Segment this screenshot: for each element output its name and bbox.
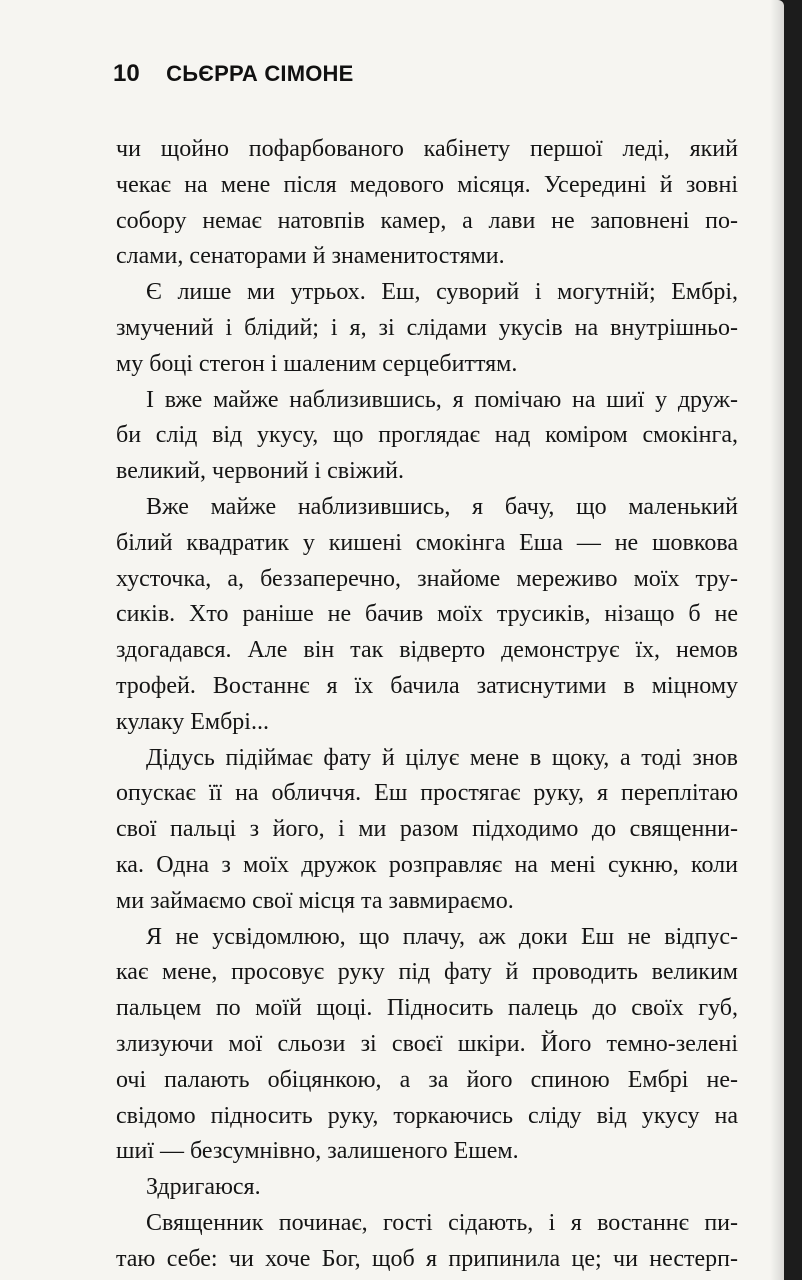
text-line: таю себе: чи хоче Бог, щоб я припинила це; чи нестерп-: [116, 1245, 738, 1272]
page-header: [113, 60, 354, 88]
text-line: кає мене, просовує руку під фату й проводить великим: [116, 959, 738, 986]
text-line: Священник починає, гості сідають, і я востаннє пи-: [146, 1209, 738, 1236]
text-line: Є лише ми утрьох. Еш, суворий і могутній; Ембрі,: [146, 279, 738, 306]
text-line: опускає її на обличчя. Еш простягає руку, я переплітаю: [116, 780, 738, 807]
text-line: му боці стегон і шаленим серцебиттям.: [116, 350, 518, 377]
text-line: здогадався. Але він так відверто демонструє їх, немов: [116, 637, 738, 664]
text-line: злизуючи мої сльози зі своєї шкіри. Його темно-зелені: [116, 1030, 738, 1057]
body-text: [116, 132, 738, 1278]
text-line: свідомо підносить руку, торкаючись сліду від укусу на: [116, 1102, 738, 1129]
text-line: слами, сенаторами й знаменитостями.: [116, 243, 505, 270]
text-line: очі палають обіцянкою, а за його спиною Ембрі не-: [116, 1066, 738, 1093]
text-line: Я не усвідомлюю, що плачу, аж доки Еш не відпус-: [146, 923, 738, 950]
text-line: білий квадратик у кишені смокінга Еша — не шовкова: [116, 529, 738, 556]
text-line: пальцем по моїй щоці. Підносить палець до своїх губ,: [116, 995, 738, 1022]
text-line: Вже майже наблизившись, я бачу, що маленький: [146, 493, 738, 520]
text-line: Здригаюся.: [146, 1174, 261, 1201]
text-line: чекає на мене після медового місяця. Усередині й зовні: [116, 171, 738, 198]
running-head-author: СЬЄРРА СІМОНЕ: [166, 61, 354, 86]
text-line: би слід від укусу, що проглядає над коміром смокінга,: [116, 422, 738, 449]
text-line: кулаку Ембрі...: [116, 708, 269, 735]
page-edge-shadow: [770, 0, 784, 1280]
text-line: чи щойно пофарбованого кабінету першої леді, який: [116, 136, 738, 162]
text-line: шиї — безсумнівно, залишеного Ешем.: [116, 1138, 519, 1165]
text-line: трофей. Востаннє я їх бачила затиснутими в міцному: [116, 672, 738, 699]
text-line: свої пальці з його, і ми разом підходимо до священни-: [116, 816, 738, 843]
text-line: сиків. Хто раніше не бачив моїх трусиків, нізащо б не: [116, 601, 738, 628]
text-line: собору немає натовпів камер, а лави не заповнені по-: [116, 207, 738, 234]
text-line: змучений і блідий; і я, зі слідами укусів на внутрішньо-: [116, 314, 738, 341]
text-line: хусточка, а, беззаперечно, знайоме мереживо моїх тру-: [116, 565, 738, 592]
text-line: ми займаємо свої місця та завмираємо.: [116, 887, 514, 914]
page-number: 10: [113, 60, 140, 87]
text-line: ка. Одна з моїх дружок розправляє на мені сукню, коли: [116, 851, 738, 878]
text-line: І вже майже наблизившись, я помічаю на шиї у друж-: [146, 386, 738, 413]
text-line: Дідусь підіймає фату й цілує мене в щоку, а тоді знов: [146, 744, 738, 771]
text-line: великий, червоний і свіжий.: [116, 458, 405, 485]
